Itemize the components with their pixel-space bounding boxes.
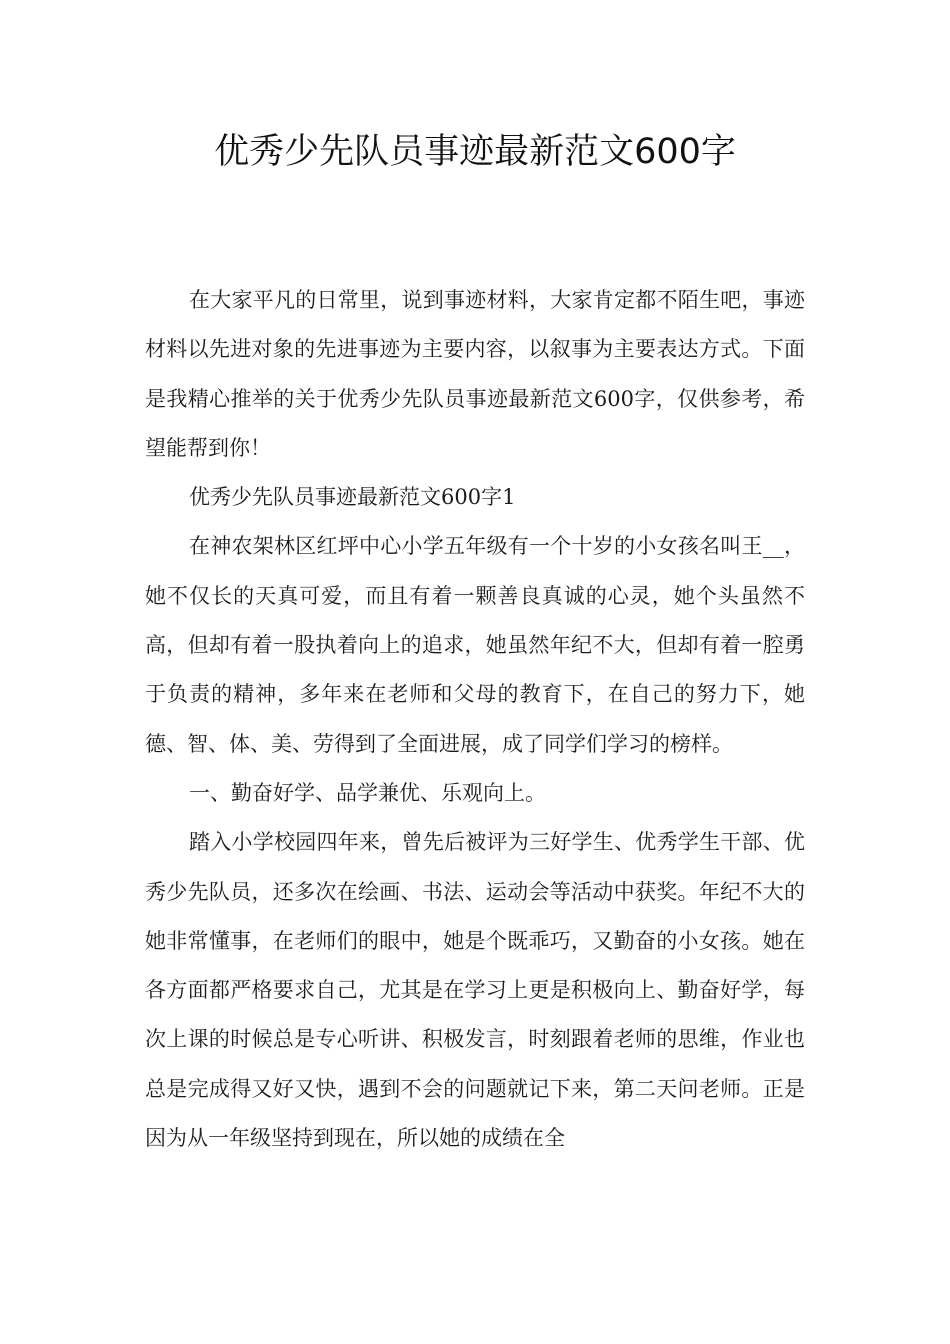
document-title: 优秀少先队员事迹最新范文600字 xyxy=(214,132,736,172)
paragraph-intro: 在大家平凡的日常里，说到事迹材料，大家肯定都不陌生吧，事迹材料以先进对象的先进事迹为主要内容，以叙事为主要表达方式。下面是我精心推举的关于优秀少先队员事迹最新范文600字，仅供参考，希望能帮到你！ xyxy=(145,288,805,460)
paragraph-section-1: 踏入小学校园四年来，曾先后被评为三好学生、优秀学生干部、优秀少先队员，还多次在绘画、书法、运动会等活动中获奖。年纪不大的她非常懂事，在老师们的眼中，她是个既乖巧，又勤奋的小女孩。她在各方面都严格要求自己，尤其是在学习上更是积极向上、勤奋好学，每次上课的时候总是专心听讲、积极发言，时刻跟着老师的思维，作业也总是完成得又好又快，遇到不会的问题就记下来，第二天问老师。正是因为从一年级坚持到现在，所以她的成绩在全 xyxy=(145,830,805,1151)
paragraph-story: 在神农架林区红坪中心小学五年级有一个十岁的小女孩名叫王__，她不仅长的天真可爱，而且有着一颗善良真诚的心灵，她个头虽然不高，但却有着一股执着向上的追求，她虽然年纪不大，但却有着一腔勇于负责的精神，多年来在老师和父母的教育下，在自己的努力下，她德、智、体、美、劳得到了全面进展，成了同学们学习的榜样。 xyxy=(145,534,805,756)
document-body xyxy=(145,276,805,1163)
section-heading: 一、勤奋好学、品学兼优、乐观向上。 xyxy=(189,780,546,805)
paragraph-heading: 优秀少先队员事迹最新范文600字1 xyxy=(189,485,516,510)
